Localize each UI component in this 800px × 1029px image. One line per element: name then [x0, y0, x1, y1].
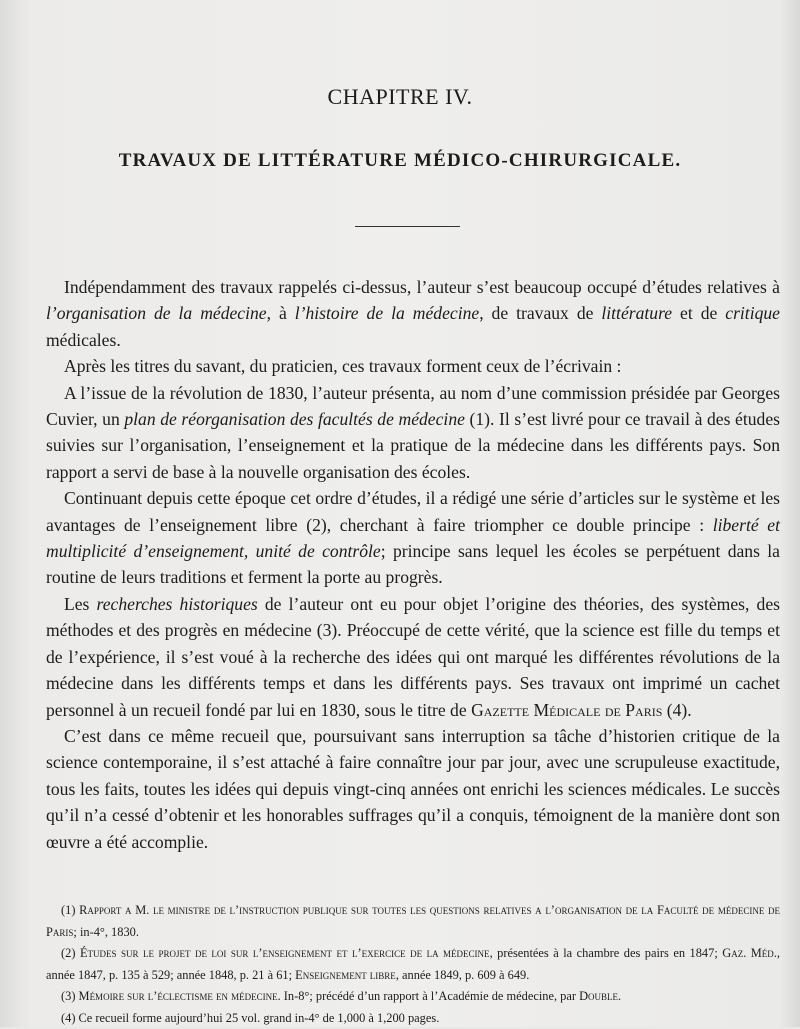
text-run: . In-8°; précédé d’un rapport à l’Académie de médecine, par — [278, 989, 580, 1003]
text-run: , présentées à la chambre des pairs en 1847; — [490, 946, 723, 960]
italic-run: l’histoire de la médecine — [295, 303, 479, 323]
small-caps-run: Gazette Médicale de Paris — [471, 700, 662, 720]
text-run: . — [618, 989, 621, 1003]
small-caps-run: Mémoire sur l’éclectisme en médecine — [79, 989, 278, 1003]
paragraph-2: Après les titres du savant, du praticien, ces travaux forment ceux de l’écrivain : — [46, 353, 780, 379]
text-run: ; principe sans lequel les écoles se perpétuent dans la routine de leurs traditions et ferment la porte au progrès. — [46, 541, 780, 587]
small-caps-run: Gaz. Méd. — [722, 946, 777, 960]
text-run: , de travaux de — [479, 303, 601, 323]
italic-run: critique — [725, 303, 780, 323]
main-text — [46, 274, 780, 855]
paragraph-6: C’est dans ce même recueil que, poursuivant sans interruption sa tâche d’historien critique de la science contemporaine, il s’est attaché à faire connaître jour par jour, avec une scrupuleuse exactitude, tous les faits, toutes les idées qui depuis vingt-cinq années ont enrichi les sciences médicales. Le succès qu’il n’a cessé d’obtenir et les honorables suffrages qu’il a conquis, témoignent de la manière dont son œuvre a été accomplie. — [46, 723, 780, 855]
text-run: médicales. — [46, 330, 121, 350]
small-caps-run: Double — [579, 989, 618, 1003]
text-run: et de — [672, 303, 725, 323]
footnotes — [46, 900, 780, 1029]
small-caps-run: Rapport a M. le ministre de l’instruction publique sur toutes les questions relatives a l’organisation de la Faculté de médecine de Paris — [46, 903, 780, 939]
footnote-2 — [46, 943, 780, 986]
paragraph-4 — [46, 485, 780, 591]
text-run: A l’issue de la révolution de 1830, l’auteur présenta, au nom d’une commission présidée par Georges Cuvier, un — [46, 383, 780, 429]
text-run: (4). — [662, 700, 691, 720]
italic-run: recherches historiques — [97, 594, 258, 614]
footnote-3 — [46, 986, 780, 1008]
text-run: Continuant depuis cette époque cet ordre d’études, il a rédigé une série d’articles sur le système et les avantages de l’enseignement libre (2), cherchant à faire triompher ce double principe : — [46, 488, 780, 534]
text-run: (1). Il s’est livré pour ce travail à des études suivies sur l’organisation, l’enseignement et la pratique de la médecine dans les différents pays. Son rapport a servi de base à la nouvelle organisation des écoles. — [46, 409, 780, 482]
text-run: , à — [267, 303, 295, 323]
italic-run: plan de réorganisation des facultés de médecine — [124, 409, 465, 429]
footnote-1 — [46, 900, 780, 943]
italic-run: littérature — [601, 303, 672, 323]
text-run: Les — [64, 594, 97, 614]
paragraph-1 — [46, 274, 780, 353]
text-run: , année 1849, p. 609 à 649. — [396, 968, 530, 982]
chapter-heading: CHAPITRE IV. — [0, 84, 800, 110]
italic-run: l’organisation de la médecine — [46, 303, 267, 323]
footnote-number: (3) — [61, 989, 79, 1003]
italic-run: liberté et multiplicité d’enseignement, unité de contrôle — [46, 515, 780, 561]
text-run: de l’auteur ont eu pour objet l’origine des théories, des systèmes, des méthodes et des progrès en médecine (3). Préoccupé de cette vérité, que la science est fille du temps et de l’expérience, il s’est voué à la recherche des idées qui ont marqué les différentes révolutions de la médecine dans les différents temps et dans les différents pays. Ses travaux ont imprimé un cachet personnel à un recueil fondé par lui en 1830, sous le titre de — [46, 594, 780, 720]
small-caps-run: Enseignement libre — [295, 968, 396, 982]
footnote-number: (1) — [61, 903, 79, 917]
footnote-4: (4) Ce recueil forme aujourd’hui 25 vol. grand in-4° de 1,000 à 1,200 pages. — [46, 1008, 780, 1029]
footnote-number: (2) — [61, 946, 80, 960]
paragraph-3 — [46, 380, 780, 486]
small-caps-run: Études sur le projet de loi sur l’enseignement et l’exercice de la médecine — [80, 946, 490, 960]
section-title: TRAVAUX DE LITTÉRATURE MÉDICO-CHIRURGICALE. — [0, 150, 800, 172]
text-run: ; in-4°, 1830. — [73, 925, 139, 939]
text-run: Indépendamment des travaux rappelés ci-dessus, l’auteur s’est beaucoup occupé d’études relatives à — [64, 277, 780, 297]
decorative-rule — [355, 226, 460, 227]
paragraph-5 — [46, 591, 780, 723]
text-run: , année 1847, p. 135 à 529; année 1848, p. 21 à 61; — [46, 946, 780, 982]
